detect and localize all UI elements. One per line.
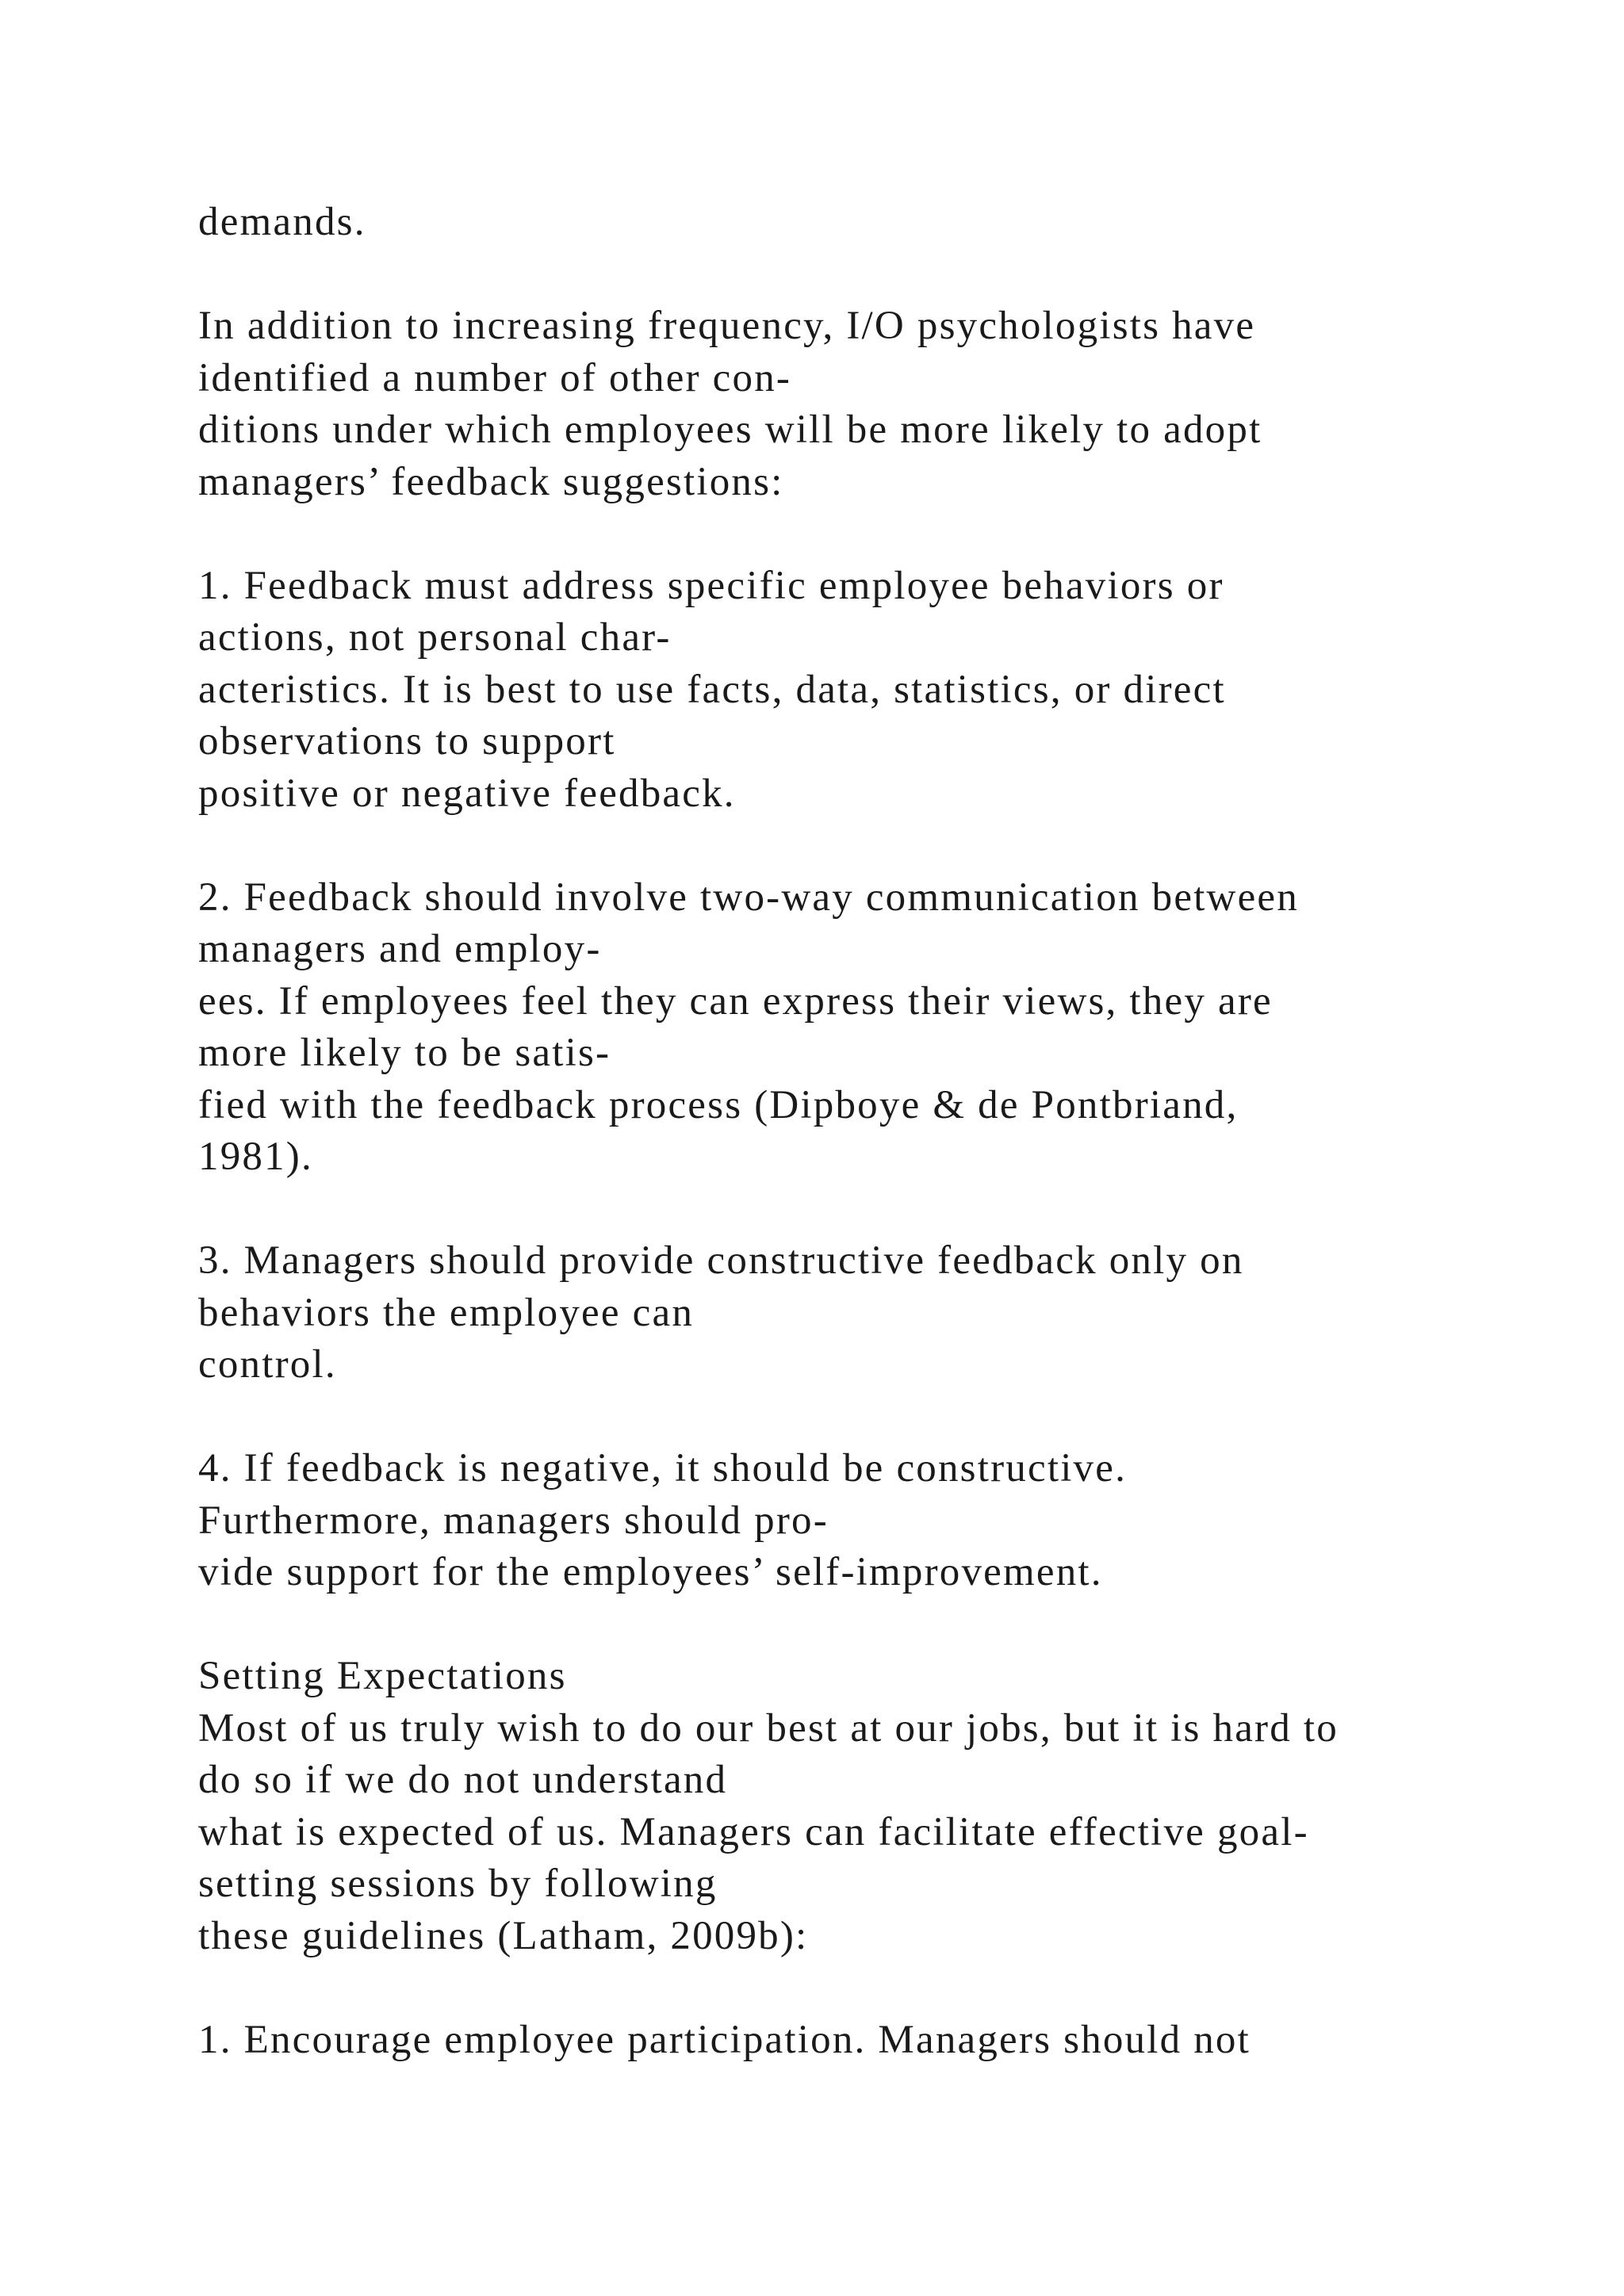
list-item-3	[198, 1235, 1546, 1391]
text-line: behaviors the employee can	[198, 1290, 695, 1335]
section-setting-expectations	[198, 1651, 1546, 1962]
body-text	[198, 197, 1546, 2066]
paragraph-gap	[198, 1962, 1546, 2015]
text-line: identified a number of other con-	[198, 355, 792, 400]
text-line: setting sessions by following	[198, 1862, 718, 1906]
list-item-4	[198, 1443, 1546, 1599]
text-line: 1. Feedback must address specific employee behaviors or	[198, 563, 1224, 608]
text-line: Furthermore, managers should pro-	[198, 1498, 829, 1543]
text-line: ees. If employees feel they can express their views, they are	[198, 978, 1273, 1024]
text-line: do so if we do not understand	[198, 1758, 728, 1802]
text-line: these guidelines (Latham, 2009b):	[198, 1913, 809, 1958]
paragraph-gap	[198, 249, 1546, 301]
paragraph-gap	[198, 1391, 1546, 1444]
text-line: observations to support	[198, 719, 616, 763]
paragraph-gap	[198, 820, 1546, 872]
text-line: 4. If feedback is negative, it should be constructive.	[198, 1446, 1128, 1490]
text-line: 1. Encourage employee participation. Managers should not	[198, 2017, 1251, 2062]
text-line: what is expected of us. Managers can facilitate effective goal-	[198, 1809, 1309, 1854]
section-heading: Setting Expectations	[198, 1654, 567, 1698]
list-item-1	[198, 561, 1546, 821]
paragraph-conditions	[198, 300, 1546, 508]
text-line: more likely to be satis-	[198, 1031, 611, 1075]
text-line: demands.	[198, 200, 366, 244]
text-line: 3. Managers should provide constructive feedback only on	[198, 1238, 1244, 1283]
text-line: managers and employ-	[198, 927, 602, 971]
text-line: actions, not personal char-	[198, 615, 672, 660]
text-line: managers’ feedback suggestions:	[198, 459, 784, 504]
text-line: positive or negative feedback.	[198, 771, 736, 816]
text-line: fied with the feedback process (Dipboye & de Pontbriand,	[198, 1082, 1239, 1127]
text-line: 2. Feedback should involve two-way communication between	[198, 874, 1299, 920]
paragraph-gap	[198, 1599, 1546, 1651]
paragraph-gap	[198, 1184, 1546, 1236]
text-line: acteristics. It is best to use facts, data, statistics, or direct	[198, 667, 1226, 712]
text-line: 1981).	[198, 1135, 313, 1179]
text-line: control.	[198, 1342, 337, 1387]
text-line: Most of us truly wish to do our best at our jobs, but it is hard to	[198, 1705, 1339, 1751]
list-item-2	[198, 872, 1546, 1184]
text-line: vide support for the employees’ self-improvement.	[198, 1550, 1103, 1594]
text-line: ditions under which employees will be more likely to adopt	[198, 408, 1262, 452]
guideline-item-1	[198, 2015, 1546, 2067]
paragraph-gap	[198, 508, 1546, 561]
text-line: In addition to increasing frequency, I/O psychologists have	[198, 304, 1256, 348]
